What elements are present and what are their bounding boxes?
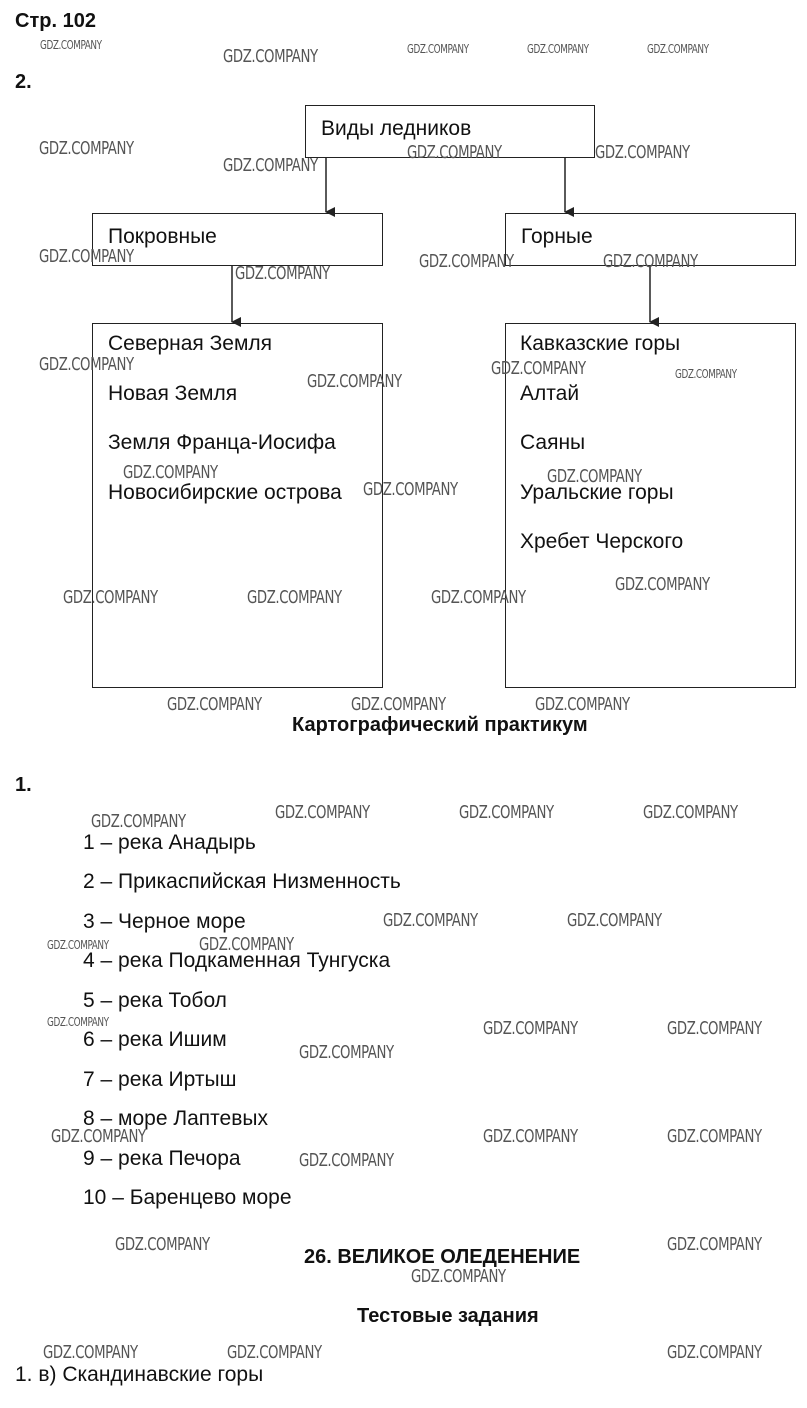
watermark: GDZ.COMPANY: [39, 354, 134, 375]
left-branch-title: Покровные: [108, 225, 217, 248]
watermark: GDZ.COMPANY: [547, 466, 642, 487]
watermark: GDZ.COMPANY: [595, 142, 690, 163]
watermark: GDZ.COMPANY: [567, 910, 662, 931]
watermark: GDZ.COMPANY: [123, 462, 218, 483]
page-header: Стр. 102: [15, 10, 96, 32]
watermark: GDZ.COMPANY: [299, 1150, 394, 1171]
watermark: GDZ.COMPANY: [535, 694, 630, 715]
watermark: GDZ.COMPANY: [39, 138, 134, 159]
map-list-item: 4 – река Подкаменная Тунгуска: [83, 949, 391, 972]
watermark: GDZ.COMPANY: [667, 1126, 762, 1147]
watermark: GDZ.COMPANY: [363, 479, 458, 500]
section-heading: 26. ВЕЛИКОЕ ОЛЕДЕНЕНИЕ: [304, 1246, 581, 1268]
watermark: GDZ.COMPANY: [411, 1266, 506, 1287]
watermark: GDZ.COMPANY: [299, 1042, 394, 1063]
watermark: GDZ.COMPANY: [47, 938, 109, 952]
watermark: GDZ.COMPANY: [407, 142, 502, 163]
watermark: GDZ.COMPANY: [91, 811, 186, 832]
diagram-root-title: Виды ледников: [321, 117, 472, 140]
map-list-item: 8 – море Лаптевых: [83, 1107, 268, 1130]
exercise-1-number: 1.: [15, 774, 32, 796]
watermark: GDZ.COMPANY: [407, 42, 469, 56]
left-item: Земля Франца-Иосифа: [108, 431, 336, 454]
watermark: GDZ.COMPANY: [667, 1234, 762, 1255]
watermark: GDZ.COMPANY: [527, 42, 589, 56]
map-list-item: 10 – Баренцево море: [83, 1186, 292, 1209]
watermark: GDZ.COMPANY: [223, 155, 318, 176]
watermark: GDZ.COMPANY: [235, 263, 330, 284]
watermark: GDZ.COMPANY: [667, 1342, 762, 1363]
watermark: GDZ.COMPANY: [483, 1018, 578, 1039]
watermark: GDZ.COMPANY: [483, 1126, 578, 1147]
left-item: Северная Земля: [108, 332, 273, 355]
watermark: GDZ.COMPANY: [39, 246, 134, 267]
map-list-item: 5 – река Тобол: [83, 989, 227, 1012]
left-item: Новая Земля: [108, 382, 238, 405]
map-list-item: 2 – Прикаспийская Низменность: [83, 870, 401, 893]
map-list-item: 9 – река Печора: [83, 1147, 241, 1170]
map-list-item: 6 – река Ишим: [83, 1028, 227, 1051]
left-item: Новосибирские острова: [108, 481, 342, 504]
right-item: Алтай: [520, 382, 580, 405]
watermark: GDZ.COMPANY: [431, 587, 526, 608]
answer-1: 1. в) Скандинавские горы: [15, 1363, 264, 1386]
right-item: Хребет Черского: [520, 530, 684, 553]
watermark: GDZ.COMPANY: [675, 367, 737, 381]
watermark: GDZ.COMPANY: [167, 694, 262, 715]
map-list-item: 1 – река Анадырь: [83, 831, 256, 854]
cartographic-heading: Картографический практикум: [292, 714, 588, 736]
watermark: GDZ.COMPANY: [40, 38, 102, 52]
watermark: GDZ.COMPANY: [351, 694, 446, 715]
watermark: GDZ.COMPANY: [647, 42, 709, 56]
map-list-item: 7 – река Иртыш: [83, 1068, 237, 1091]
watermark: GDZ.COMPANY: [51, 1126, 146, 1147]
watermark: GDZ.COMPANY: [643, 802, 738, 823]
watermark: GDZ.COMPANY: [223, 46, 318, 67]
right-branch-title: Горные: [521, 225, 593, 248]
watermark: GDZ.COMPANY: [115, 1234, 210, 1255]
right-item: Кавказские горы: [520, 332, 681, 355]
watermark: GDZ.COMPANY: [419, 251, 514, 272]
watermark: GDZ.COMPANY: [275, 802, 370, 823]
watermark: GDZ.COMPANY: [43, 1342, 138, 1363]
tests-heading: Тестовые задания: [357, 1305, 539, 1327]
exercise-2-number: 2.: [15, 71, 32, 93]
watermark: GDZ.COMPANY: [307, 371, 402, 392]
right-item: Саяны: [520, 431, 586, 454]
watermark: GDZ.COMPANY: [603, 251, 698, 272]
watermark: GDZ.COMPANY: [247, 587, 342, 608]
watermark: GDZ.COMPANY: [47, 1015, 109, 1029]
watermark: GDZ.COMPANY: [459, 802, 554, 823]
watermark: GDZ.COMPANY: [227, 1342, 322, 1363]
map-list-item: 3 – Черное море: [83, 910, 246, 933]
watermark: GDZ.COMPANY: [383, 910, 478, 931]
watermark: GDZ.COMPANY: [667, 1018, 762, 1039]
watermark: GDZ.COMPANY: [615, 574, 710, 595]
watermark: GDZ.COMPANY: [199, 934, 294, 955]
right-item: Уральские горы: [520, 481, 674, 504]
watermark: GDZ.COMPANY: [63, 587, 158, 608]
watermark: GDZ.COMPANY: [491, 358, 586, 379]
